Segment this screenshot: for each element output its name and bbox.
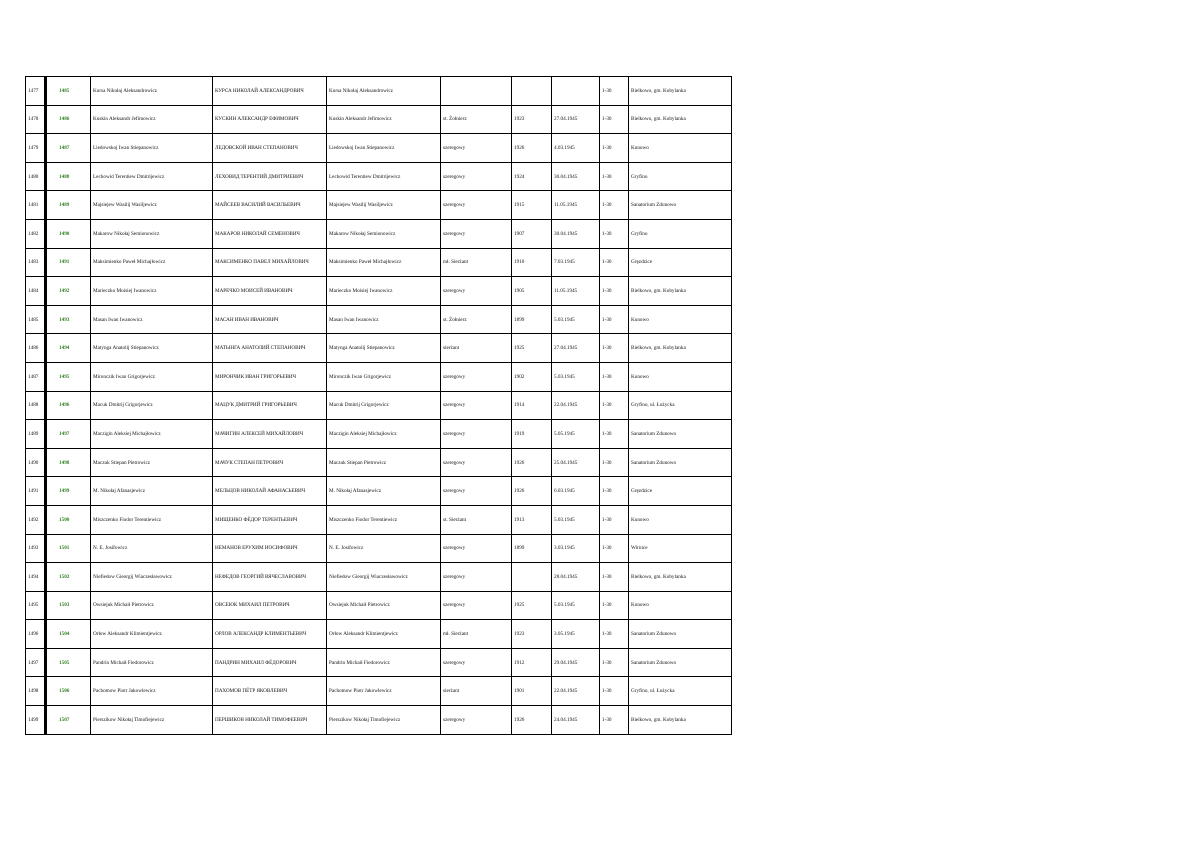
- name-polish-cell: Marieczko Moisiej Iwanowicz: [91, 277, 213, 306]
- name-transliterated-cell: Makarow Nikołaj Semionowicz: [327, 219, 441, 248]
- burial-place-cell: Kunowo: [629, 505, 732, 534]
- table-row: [26, 191, 732, 220]
- burial-place-cell: Kunowo: [629, 591, 732, 620]
- name-transliterated-cell: Lechowid Terentiew Dmitrijewicz: [327, 162, 441, 191]
- rank-cell: szeregowy: [441, 162, 512, 191]
- name-russian-cell: МАРЕЧКО МОИСЕЙ ИВАНОВИЧ: [213, 277, 327, 306]
- table-row: [26, 105, 732, 134]
- location-code-cell: 1-30: [600, 305, 629, 334]
- row-number-cell: 1490: [26, 448, 46, 477]
- burial-place-cell: Kunowo: [629, 305, 732, 334]
- location-code-cell: 1-30: [600, 677, 629, 706]
- burial-place-cell: Gryfino, ul. Łużycka: [629, 677, 732, 706]
- rank-cell: szeregowy: [441, 420, 512, 449]
- death-date-cell: 3.05.1945: [552, 620, 600, 649]
- birth-year-cell: 1924: [512, 162, 552, 191]
- birth-year-cell: 1926: [512, 706, 552, 735]
- table-row: [26, 648, 732, 677]
- death-date-cell: 24.04.1945: [552, 706, 600, 735]
- rank-cell: szeregowy: [441, 448, 512, 477]
- rank-cell: szeregowy: [441, 534, 512, 563]
- row-number-cell: 1487: [26, 362, 46, 391]
- death-date-cell: 29.04.1945: [552, 648, 600, 677]
- table-row: [26, 563, 732, 592]
- death-date-cell: 7.03.1945: [552, 248, 600, 277]
- name-polish-cell: Pierszikow Nikołaj Timofiejewicz: [91, 706, 213, 735]
- record-id-cell: 1492: [46, 277, 91, 306]
- name-transliterated-cell: Kuskin Aleksandr Jefimowicz: [327, 105, 441, 134]
- table-row: [26, 420, 732, 449]
- record-id-cell: 1485: [46, 77, 91, 106]
- birth-year-cell: 1901: [512, 677, 552, 706]
- record-id-cell: 1507: [46, 706, 91, 735]
- name-russian-cell: МАЙСЕЕВ ВАСИЛИЙ ВАСИЛЬЕВИЧ: [213, 191, 327, 220]
- death-date-cell: 6.03.1945: [552, 477, 600, 506]
- row-number-cell: 1497: [26, 648, 46, 677]
- name-transliterated-cell: Maksimienko Paweł Michajłowicz: [327, 248, 441, 277]
- rank-cell: mł. Sierżant: [441, 248, 512, 277]
- table-row: [26, 334, 732, 363]
- death-date-cell: 27.04.1945: [552, 105, 600, 134]
- location-code-cell: 1-30: [600, 248, 629, 277]
- burial-place-cell: Bielkowo, gm. Kobylanka: [629, 77, 732, 106]
- name-transliterated-cell: M. Nikołaj Afanasjewicz: [327, 477, 441, 506]
- name-transliterated-cell: Maczigin Aleksiej Michajłowicz: [327, 420, 441, 449]
- record-id-cell: 1502: [46, 563, 91, 592]
- name-polish-cell: Orłow Aleksandr Klimientjewicz: [91, 620, 213, 649]
- location-code-cell: 1-30: [600, 505, 629, 534]
- name-transliterated-cell: Owsiejuk Michaił Pietrowicz: [327, 591, 441, 620]
- burial-place-cell: Sanatorium Zdunowo: [629, 448, 732, 477]
- row-number-cell: 1479: [26, 134, 46, 163]
- record-id-cell: 1494: [46, 334, 91, 363]
- birth-year-cell: 1919: [512, 420, 552, 449]
- death-date-cell: 5.05.1945: [552, 420, 600, 449]
- name-polish-cell: M. Nikołaj Afanasjewicz: [91, 477, 213, 506]
- row-number-cell: 1478: [26, 105, 46, 134]
- name-transliterated-cell: Pachomow Piotr Jakowlewicz: [327, 677, 441, 706]
- death-date-cell: 22.04.1945: [552, 677, 600, 706]
- name-polish-cell: Matynga Anatolij Stiepanowicz: [91, 334, 213, 363]
- record-id-cell: 1500: [46, 505, 91, 534]
- name-transliterated-cell: Miszczenko Fiodor Terentiewicz: [327, 505, 441, 534]
- burial-place-cell: Kunowo: [629, 134, 732, 163]
- rank-cell: szeregowy: [441, 563, 512, 592]
- birth-year-cell: 1925: [512, 334, 552, 363]
- rank-cell: szeregowy: [441, 191, 512, 220]
- death-date-cell: 5.03.1945: [552, 362, 600, 391]
- birth-year-cell: 1910: [512, 248, 552, 277]
- name-polish-cell: Kursa Nikołaj Aleksandrowicz: [91, 77, 213, 106]
- rank-cell: szeregowy: [441, 134, 512, 163]
- table-row: [26, 391, 732, 420]
- burial-place-cell: Bielkowo, gm. Kobylanka: [629, 277, 732, 306]
- name-transliterated-cell: Pierszikow Nikołaj Timofiejewicz: [327, 706, 441, 735]
- name-polish-cell: Makarow Nikołaj Semionowicz: [91, 219, 213, 248]
- location-code-cell: 1-30: [600, 334, 629, 363]
- rank-cell: st. Żołnierz: [441, 105, 512, 134]
- name-transliterated-cell: Pandrin Michaił Fiedorowicz: [327, 648, 441, 677]
- name-russian-cell: НЕМАНОВ ЕРУХИМ ИОСИФОВИЧ: [213, 534, 327, 563]
- birth-year-cell: 1907: [512, 219, 552, 248]
- name-russian-cell: МАЧИГИН АЛЕКСЕЙ МИХАЙЛОВИЧ: [213, 420, 327, 449]
- death-date-cell: 11.05.1945: [552, 191, 600, 220]
- name-transliterated-cell: Kursa Nikołaj Aleksandrowicz: [327, 77, 441, 106]
- record-id-cell: 1503: [46, 591, 91, 620]
- row-number-cell: 1489: [26, 420, 46, 449]
- name-russian-cell: МАКСИМЕНКО ПАВЕЛ МИХАЙЛОВИЧ: [213, 248, 327, 277]
- name-russian-cell: МАЧУК СТЕПАН ПЕТРОВИЧ: [213, 448, 327, 477]
- burial-place-cell: Sanatorium Zdunowo: [629, 191, 732, 220]
- location-code-cell: 1-30: [600, 162, 629, 191]
- death-date-cell: 5.03.1945: [552, 505, 600, 534]
- name-russian-cell: ЛЕДОВСКОЙ ИВАН СТЕПАНОВИЧ: [213, 134, 327, 163]
- name-polish-cell: Pandrin Michaił Fiedorowicz: [91, 648, 213, 677]
- name-polish-cell: Niefiedow Gieorgij Wiaczesławowicz: [91, 563, 213, 592]
- location-code-cell: 1-30: [600, 219, 629, 248]
- row-number-cell: 1477: [26, 77, 46, 106]
- name-transliterated-cell: Niefiedow Gieorgij Wiaczesławowicz: [327, 563, 441, 592]
- table-row: [26, 591, 732, 620]
- burial-place-cell: Bielkowo, gm. Kobylanka: [629, 334, 732, 363]
- name-polish-cell: Pachomow Piotr Jakowlewicz: [91, 677, 213, 706]
- row-number-cell: 1481: [26, 191, 46, 220]
- record-id-cell: 1506: [46, 677, 91, 706]
- burial-place-cell: Gryfino: [629, 162, 732, 191]
- rank-cell: [441, 77, 512, 106]
- location-code-cell: 1-30: [600, 77, 629, 106]
- rank-cell: szeregowy: [441, 362, 512, 391]
- name-transliterated-cell: Macuk Dmitrij Grigorjewicz: [327, 391, 441, 420]
- rank-cell: szeregowy: [441, 219, 512, 248]
- burial-place-cell: Bielkowo, gm. Kobylanka: [629, 706, 732, 735]
- table-row: [26, 305, 732, 334]
- table-row: [26, 677, 732, 706]
- death-date-cell: 22.04.1945: [552, 391, 600, 420]
- name-transliterated-cell: Marieczko Moisiej Iwanowicz: [327, 277, 441, 306]
- name-polish-cell: Maczigin Aleksiej Michajłowicz: [91, 420, 213, 449]
- row-number-cell: 1492: [26, 505, 46, 534]
- name-transliterated-cell: Majsiejew Wasilij Wasiljewicz: [327, 191, 441, 220]
- location-code-cell: 1-30: [600, 706, 629, 735]
- location-code-cell: 1-30: [600, 477, 629, 506]
- location-code-cell: 1-30: [600, 591, 629, 620]
- row-number-cell: 1498: [26, 677, 46, 706]
- name-russian-cell: КУСКИН АЛЕКСАНДР ЕФИМОВИЧ: [213, 105, 327, 134]
- location-code-cell: 1-30: [600, 105, 629, 134]
- row-number-cell: 1499: [26, 706, 46, 735]
- name-polish-cell: Lechowid Terentiew Dmitrijewicz: [91, 162, 213, 191]
- table-row: [26, 448, 732, 477]
- location-code-cell: 1-30: [600, 191, 629, 220]
- burial-place-cell: Bielkowo, gm. Kobylanka: [629, 563, 732, 592]
- death-date-cell: [552, 77, 600, 106]
- name-transliterated-cell: Maczuk Stiepan Pietrowicz: [327, 448, 441, 477]
- name-russian-cell: МАСАН ИВАН ИВАНОВИЧ: [213, 305, 327, 334]
- record-id-cell: 1497: [46, 420, 91, 449]
- birth-year-cell: 1914: [512, 391, 552, 420]
- record-id-cell: 1491: [46, 248, 91, 277]
- table-row: [26, 134, 732, 163]
- birth-year-cell: 1902: [512, 362, 552, 391]
- name-transliterated-cell: Matynga Anatolij Stiepanowicz: [327, 334, 441, 363]
- record-id-cell: 1487: [46, 134, 91, 163]
- birth-year-cell: 1899: [512, 305, 552, 334]
- record-id-cell: 1489: [46, 191, 91, 220]
- death-date-cell: 28.04.1945: [552, 563, 600, 592]
- rank-cell: szeregowy: [441, 391, 512, 420]
- birth-year-cell: [512, 77, 552, 106]
- burial-place-cell: Sanatorium Zdunowo: [629, 420, 732, 449]
- name-polish-cell: Masan Iwan Iwanowicz: [91, 305, 213, 334]
- table-row: [26, 505, 732, 534]
- death-date-cell: 5.03.1945: [552, 305, 600, 334]
- name-russian-cell: ПЕРШИКОВ НИКОЛАЙ ТИМОФЕЕВИЧ: [213, 706, 327, 735]
- name-polish-cell: Miszczenko Fiodor Terentiewicz: [91, 505, 213, 534]
- location-code-cell: 1-30: [600, 134, 629, 163]
- name-polish-cell: N. E. Josifowicz: [91, 534, 213, 563]
- table-row: [26, 77, 732, 106]
- location-code-cell: 1-30: [600, 648, 629, 677]
- record-id-cell: 1505: [46, 648, 91, 677]
- table-row: [26, 248, 732, 277]
- record-id-cell: 1504: [46, 620, 91, 649]
- table-row: [26, 219, 732, 248]
- location-code-cell: 1-30: [600, 420, 629, 449]
- rank-cell: sierżant: [441, 334, 512, 363]
- name-polish-cell: Maksimienko Paweł Michajłowicz: [91, 248, 213, 277]
- location-code-cell: 1-30: [600, 391, 629, 420]
- rank-cell: st. Żołnierz: [441, 305, 512, 334]
- birth-year-cell: [512, 563, 552, 592]
- record-id-cell: 1493: [46, 305, 91, 334]
- rank-cell: szeregowy: [441, 706, 512, 735]
- rank-cell: szeregowy: [441, 277, 512, 306]
- row-number-cell: 1496: [26, 620, 46, 649]
- name-russian-cell: МЕЛЬЦОВ НИКОЛАЙ АФАНАСЬЕВИЧ: [213, 477, 327, 506]
- rank-cell: szeregowy: [441, 477, 512, 506]
- death-date-cell: 30.04.1945: [552, 162, 600, 191]
- death-date-cell: 4.03.1945: [552, 134, 600, 163]
- record-id-cell: 1495: [46, 362, 91, 391]
- burial-place-cell: Gręzdzice: [629, 248, 732, 277]
- death-date-cell: 11.05.1945: [552, 277, 600, 306]
- record-id-cell: 1486: [46, 105, 91, 134]
- record-id-cell: 1498: [46, 448, 91, 477]
- table-row: [26, 277, 732, 306]
- location-code-cell: 1-30: [600, 534, 629, 563]
- birth-year-cell: 1923: [512, 105, 552, 134]
- name-russian-cell: МИЩЕНКО ФЁДОР ТЕРЕНТЬЕВИЧ: [213, 505, 327, 534]
- death-date-cell: 3.03.1945: [552, 534, 600, 563]
- name-russian-cell: МАКАРОВ НИКОЛАЙ СЕМЕНОВИЧ: [213, 219, 327, 248]
- name-polish-cell: Maczuk Stiepan Pietrowicz: [91, 448, 213, 477]
- table-row: [26, 534, 732, 563]
- name-transliterated-cell: N. E. Josifowicz: [327, 534, 441, 563]
- death-date-cell: 30.04.1945: [552, 219, 600, 248]
- table-row: [26, 620, 732, 649]
- rank-cell: st. Sierżant: [441, 505, 512, 534]
- name-russian-cell: МАЦУК ДМИТРИЙ ГРИГОРЬЕВИЧ: [213, 391, 327, 420]
- name-russian-cell: ПАХОМОВ ПЁТР ЯКОВЛЕВИЧ: [213, 677, 327, 706]
- name-russian-cell: ПАНДРИН МИХАИЛ ФЁДОРОВИЧ: [213, 648, 327, 677]
- rank-cell: mł. Sierżant: [441, 620, 512, 649]
- birth-year-cell: 1913: [512, 505, 552, 534]
- name-polish-cell: Liedowskoj Iwan Stiepanowicz: [91, 134, 213, 163]
- death-date-cell: 27.04.1945: [552, 334, 600, 363]
- rank-cell: szeregowy: [441, 648, 512, 677]
- rank-cell: szeregowy: [441, 591, 512, 620]
- name-russian-cell: НЕФЕДОВ ГЕОРГИЙ ВЯЧЕСЛАВОВИЧ: [213, 563, 327, 592]
- birth-year-cell: 1912: [512, 648, 552, 677]
- record-id-cell: 1501: [46, 534, 91, 563]
- name-russian-cell: ЛЕХОВИД ТЕРЕНТИЙ ДМИТРИЕВИЧ: [213, 162, 327, 191]
- location-code-cell: 1-30: [600, 277, 629, 306]
- name-russian-cell: ОРЛОВ АЛЕКСАНДР КЛИМЕНТЬЕВИЧ: [213, 620, 327, 649]
- birth-year-cell: 1923: [512, 620, 552, 649]
- birth-year-cell: 1926: [512, 134, 552, 163]
- row-number-cell: 1482: [26, 219, 46, 248]
- table-row: [26, 162, 732, 191]
- row-number-cell: 1494: [26, 563, 46, 592]
- burial-place-cell: Gręzdzice: [629, 477, 732, 506]
- row-number-cell: 1483: [26, 248, 46, 277]
- name-polish-cell: Macuk Dmitrij Grigorjewicz: [91, 391, 213, 420]
- table-body: [26, 77, 732, 735]
- birth-year-cell: 1926: [512, 448, 552, 477]
- row-number-cell: 1485: [26, 305, 46, 334]
- name-polish-cell: Owsiejuk Michaił Pietrowicz: [91, 591, 213, 620]
- name-polish-cell: Majsiejew Wasilij Wasiljewicz: [91, 191, 213, 220]
- location-code-cell: 1-30: [600, 620, 629, 649]
- death-date-cell: 25.04.1945: [552, 448, 600, 477]
- table-row: [26, 706, 732, 735]
- name-transliterated-cell: Mironczik Iwan Grigorjewicz: [327, 362, 441, 391]
- name-transliterated-cell: Masan Iwan Iwanowicz: [327, 305, 441, 334]
- location-code-cell: 1-30: [600, 362, 629, 391]
- birth-year-cell: 1905: [512, 277, 552, 306]
- rank-cell: sierżant: [441, 677, 512, 706]
- record-id-cell: 1499: [46, 477, 91, 506]
- name-russian-cell: МАТЫНГА АНАТОЛИЙ СТЕПАНОВИЧ: [213, 334, 327, 363]
- burial-place-cell: Gryfino, ul. Łużycka: [629, 391, 732, 420]
- birth-year-cell: 1926: [512, 477, 552, 506]
- row-number-cell: 1480: [26, 162, 46, 191]
- location-code-cell: 1-30: [600, 563, 629, 592]
- burial-register-table-wrapper: [25, 76, 732, 735]
- row-number-cell: 1484: [26, 277, 46, 306]
- birth-year-cell: 1899: [512, 534, 552, 563]
- row-number-cell: 1488: [26, 391, 46, 420]
- row-number-cell: 1493: [26, 534, 46, 563]
- burial-place-cell: Wirnice: [629, 534, 732, 563]
- name-transliterated-cell: Orłow Aleksandr Klimientjewicz: [327, 620, 441, 649]
- location-code-cell: 1-30: [600, 448, 629, 477]
- name-transliterated-cell: Liedowskoj Iwan Stiepanowicz: [327, 134, 441, 163]
- row-number-cell: 1495: [26, 591, 46, 620]
- row-number-cell: 1491: [26, 477, 46, 506]
- burial-place-cell: Sanatorium Zdunowo: [629, 648, 732, 677]
- name-russian-cell: МИРОНЧИК ИВАН ГРИГОРЬЕВИЧ: [213, 362, 327, 391]
- burial-place-cell: Sanatorium Zdunowo: [629, 620, 732, 649]
- burial-register-table: [25, 76, 732, 735]
- death-date-cell: 5.03.1945: [552, 591, 600, 620]
- birth-year-cell: 1915: [512, 191, 552, 220]
- record-id-cell: 1490: [46, 219, 91, 248]
- name-polish-cell: Kuskin Aleksandr Jefimowicz: [91, 105, 213, 134]
- birth-year-cell: 1925: [512, 591, 552, 620]
- name-russian-cell: ОВСЕЮК МИХАИЛ ПЕТРОВИЧ: [213, 591, 327, 620]
- row-number-cell: 1486: [26, 334, 46, 363]
- name-russian-cell: КУРСА НИКОЛАЙ АЛЕКСАНДРОВИЧ: [213, 77, 327, 106]
- burial-place-cell: Bielkowo, gm. Kobylanka: [629, 105, 732, 134]
- table-row: [26, 362, 732, 391]
- table-row: [26, 477, 732, 506]
- burial-place-cell: Gryfino: [629, 219, 732, 248]
- name-polish-cell: Mironczik Iwan Grigorjewicz: [91, 362, 213, 391]
- burial-place-cell: Kunowo: [629, 362, 732, 391]
- record-id-cell: 1496: [46, 391, 91, 420]
- record-id-cell: 1488: [46, 162, 91, 191]
